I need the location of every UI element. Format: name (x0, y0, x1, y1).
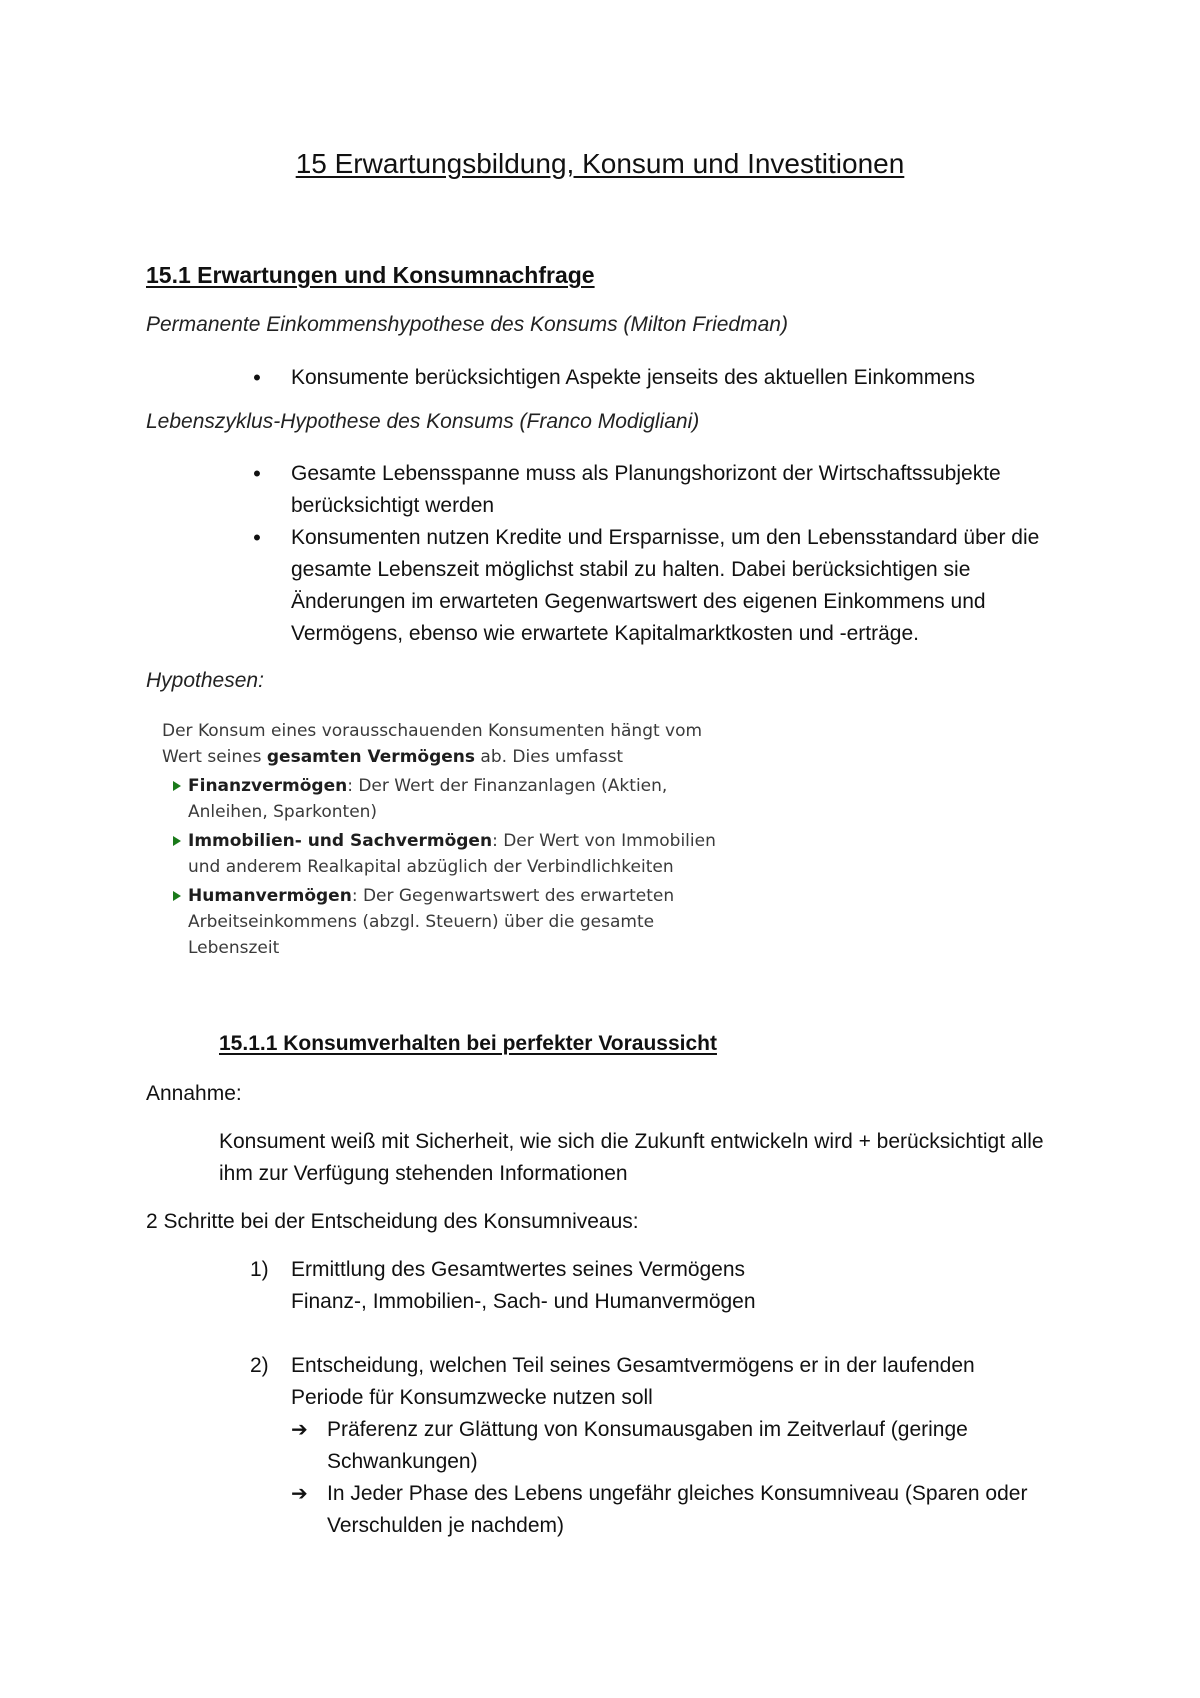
list-item: • Konsumente berücksichtigen Aspekte jenseits des aktuellen Einkommens (250, 362, 1090, 394)
list-item-step-2: 2) Entscheidung, welchen Teil seines Gesamtvermögens er in der laufenden Periode für Konsumzwecke nutzen soll ➔ Präferenz zur Glättung von Konsumausgaben im Zeitverlauf (geringe Schwankungen) ➔ In Jeder Phase des Lebens ungefähr gleiches Konsumniveau (Sparen oder Verschulden je nachdem) (250, 1350, 1110, 1542)
steps-list (250, 1254, 1110, 1318)
list-item-step-1: 1) Ermittlung des Gesamtwertes seines Vermögens Finanz-, Immobilien-, Sach- und Humanvermögen (250, 1258, 756, 1313)
hypothesis-1-list (250, 362, 1090, 394)
bullet-icon: • (253, 525, 261, 550)
hypothesis-2-list (250, 458, 1090, 650)
list-item: • Gesamte Lebensspanne muss als Planungshorizont der Wirtschaftssubjekte berücksichtigt werden (250, 458, 1090, 522)
slide-item-finanzvermoegen: Finanzvermögen: Der Wert der Finanzanlagen (Aktien, Anleihen, Sparkonten) (162, 773, 722, 825)
assumption-text: Konsument weiß mit Sicherheit, wie sich die Zukunft entwickeln wird + berücksichtigt alle ihm zur Verfügung stehenden Informationen (219, 1130, 1044, 1185)
assumption-label: Annahme: (146, 1082, 242, 1105)
hypothesis-2-label: Lebenszyklus-Hypothese des Konsums (Franco Modigliani) (146, 410, 700, 433)
hypotheses-label: Hypothesen: (146, 669, 264, 692)
steps-label: 2 Schritte bei der Entscheidung des Konsumniveaus: (146, 1210, 639, 1233)
list-item: • Konsumenten nutzen Kredite und Ersparnisse, um den Lebensstandard über die gesamte Lebenszeit möglichst stabil zu halten. Dabei berücksichtigen sie Änderungen im erwarteten Gegenwartswert des eigenen Einkommens und Vermögens, ebenso wie erwartete Kapitalmarktkosten und -erträge. (250, 522, 1090, 650)
slide-item-immobilien: Immobilien- und Sachvermögen: Der Wert von Immobilien und anderem Realkapital abzüglich der Verbindlichkeiten (162, 828, 722, 880)
arrow-right-icon: ➔ (291, 1483, 308, 1505)
slide-intro: Der Konsum eines vorausschauenden Konsumenten hängt vom Wert seines gesamten Vermögens ab. Dies umfasst (162, 721, 703, 767)
triangle-bullet-icon (173, 781, 181, 791)
bullet-icon: • (253, 461, 261, 486)
arrow-right-icon: ➔ (291, 1419, 308, 1441)
arrow-point: ➔ In Jeder Phase des Lebens ungefähr gleiches Konsumniveau (Sparen oder Verschulden je nachdem) (291, 1478, 1067, 1542)
document-title: 15 Erwartungsbildung, Konsum und Investitionen (295, 148, 905, 179)
arrow-point: ➔ Präferenz zur Glättung von Konsumausgaben im Zeitverlauf (geringe Schwankungen) (291, 1414, 1067, 1478)
hypothesis-1-label: Permanente Einkommenshypothese des Konsums (Milton Friedman) (146, 313, 788, 336)
slide-excerpt (162, 718, 722, 961)
bullet-icon: • (253, 365, 261, 390)
triangle-bullet-icon (173, 836, 181, 846)
slide-item-humanvermoegen: Humanvermögen: Der Gegenwartswert des erwarteten Arbeitseinkommens (abzgl. Steuern) über die gesamte Lebenszeit (162, 883, 722, 961)
section-heading: 15.1 Erwartungen und Konsumnachfrage (146, 262, 595, 288)
triangle-bullet-icon (173, 891, 181, 901)
steps-list-2 (250, 1350, 1110, 1542)
subsection-heading: 15.1.1 Konsumverhalten bei perfekter Voraussicht (219, 1032, 717, 1055)
